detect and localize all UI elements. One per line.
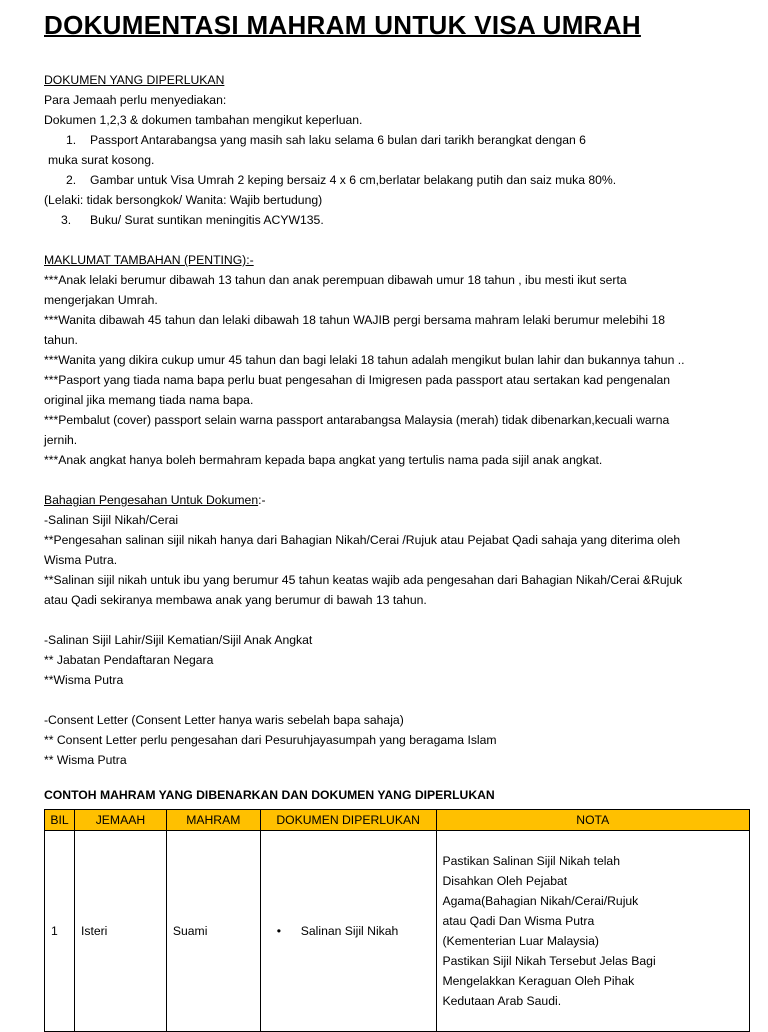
nikah-line: **Pengesahan salinan sijil nikah hanya dari Bahagian Nikah/Cerai /Rujuk atau Pejabat Qadi sahaja yang diterima oleh [44,533,681,547]
nota-line: atau Qadi Dan Wisma Putra [442,914,595,928]
maklumat-line: ***Anak angkat hanya boleh bermahram kepada bapa angkat yang tertulis nama pada sijil anak angkat. [44,453,603,467]
consent-title-rest: Consent Letter hanya waris sebelah bapa sahaja) [135,713,404,727]
maklumat-line: ***Wanita dibawah 45 tahun dan lelaki dibawah 18 tahun WAJIB pergi bersama mahram lelaki berumur melebihi 18 [44,313,666,327]
nota-line: Pastikan Salinan Sijil Nikah telah [442,854,620,868]
cell-nota [436,831,750,1032]
nikah-line: **Salinan sijil nikah untuk ibu yang berumur 45 tahun keatas wajib ada pengesahan dari Bahagian Nikah/Cerai &Rujuk [44,573,683,587]
consent-title [44,710,744,730]
consent-title-text: -Consent Letter ( [44,713,136,727]
maklumat-line: jernih. [44,433,78,447]
header-nota: NOTA [436,810,750,831]
nikah-title: -Salinan Sijil Nikah/Cerai [44,513,179,527]
consent-line: ** Wisma Putra [44,753,127,767]
header-mahram: MAHRAM [166,810,260,831]
nota-line: Disahkan Oleh Pejabat [442,874,568,888]
maklumat-line: mengerjakan Umrah. [44,293,158,307]
dokumen-item-1 [44,130,744,150]
dokumen-heading: DOKUMEN YANG DIPERLUKAN [44,73,225,87]
cell-dokumen [260,831,436,1032]
header-jemaah: JEMAAH [74,810,166,831]
page-title: DOKUMENTASI MAHRAM UNTUK VISA UMRAH [44,10,641,40]
pengesahan-heading [44,490,744,510]
lahir-title: -Salinan Sijil Lahir/Sijil Kematian/Sijil Anak Angkat [44,633,313,647]
item-2-text: Gambar untuk Visa Umrah 2 keping bersaiz 4 x 6 cm,berlatar belakang putih dan saiz muka 80%. [90,173,617,187]
pengesahan-heading-suffix: :- [258,493,266,507]
nota-line: Mengelakkan Keraguan Oleh Pihak [442,974,635,988]
item-1-text: Passport Antarabangsa yang masih sah laku selama 6 bulan dari tarikh berangkat dengan 6 [90,133,586,147]
dokumen-item-3 [44,210,744,230]
lahir-line: ** Jabatan Pendaftaran Negara [44,653,214,667]
maklumat-line: ***Wanita yang dikira cukup umur 45 tahun dan bagi lelaki 18 tahun adalah mengikut bulan lahir dan bukannya tahun .. [44,353,685,367]
dokumen-intro-1: Para Jemaah perlu menyediakan: [44,93,227,107]
nikah-line: Wisma Putra. [44,553,118,567]
mahram-table [44,809,750,1032]
dokumen-intro-2: Dokumen 1,2,3 & dokumen tambahan mengikut keperluan. [44,113,363,127]
cell-bil: 1 [45,831,75,1032]
dokumen-item-1-cont: muka surat kosong. [48,153,155,167]
table-title: CONTOH MAHRAM YANG DIBENARKAN DAN DOKUMEN YANG DIPERLUKAN [44,788,495,802]
maklumat-line: ***Anak lelaki berumur dibawah 13 tahun dan anak perempuan dibawah umur 18 tahun , ibu mesti ikut serta [44,273,627,287]
maklumat-line: original jika memang tiada nama bapa. [44,393,254,407]
cell-jemaah: Isteri [74,831,166,1032]
dokumen-text: Salinan Sijil Nikah [300,924,399,938]
document-body [44,70,744,770]
lahir-line: **Wisma Putra [44,673,124,687]
bullet-icon: • [276,924,282,938]
nota-line: Agama(Bahagian Nikah/Cerai/Rujuk [442,894,639,908]
dokumen-item-2 [44,170,744,190]
item-2-number: 2. [66,173,77,187]
nikah-line: atau Qadi sekiranya membawa anak yang berumur di bawah 13 tahun. [44,593,427,607]
dokumen-item-2-cont: (Lelaki: tidak bersongkok/ Wanita: Wajib bertudung) [44,193,323,207]
maklumat-line: ***Pasport yang tiada nama bapa perlu buat pengesahan di Imigresen pada passport atau sertakan kad pengenalan [44,373,671,387]
cell-mahram: Suami [166,831,260,1032]
header-bil: BIL [45,810,75,831]
table-header-row [45,810,750,831]
item-3-number: 3. [61,213,72,227]
nota-line: (Kementerian Luar Malaysia) [442,934,599,948]
maklumat-line: tahun. [44,333,78,347]
nota-line: Kedutaan Arab Saudi. [442,994,562,1008]
item-1-number: 1. [66,133,77,147]
header-dokumen: DOKUMEN DIPERLUKAN [260,810,436,831]
consent-line: ** Consent Letter perlu pengesahan dari Pesuruhjayasumpah yang beragama Islam [44,733,497,747]
nota-line: Pastikan Sijil Nikah Tersebut Jelas Bagi [442,954,656,968]
maklumat-line: ***Pembalut (cover) passport selain warna passport antarabangsa Malaysia (merah) tidak dibenarkan,kecuali warna [44,413,670,427]
table-row [45,831,750,1032]
maklumat-heading: MAKLUMAT TAMBAHAN (PENTING):- [44,253,254,267]
item-3-text: Buku/ Surat suntikan meningitis ACYW135. [90,213,324,227]
pengesahan-heading-text: Bahagian Pengesahan Untuk Dokumen [44,493,259,507]
